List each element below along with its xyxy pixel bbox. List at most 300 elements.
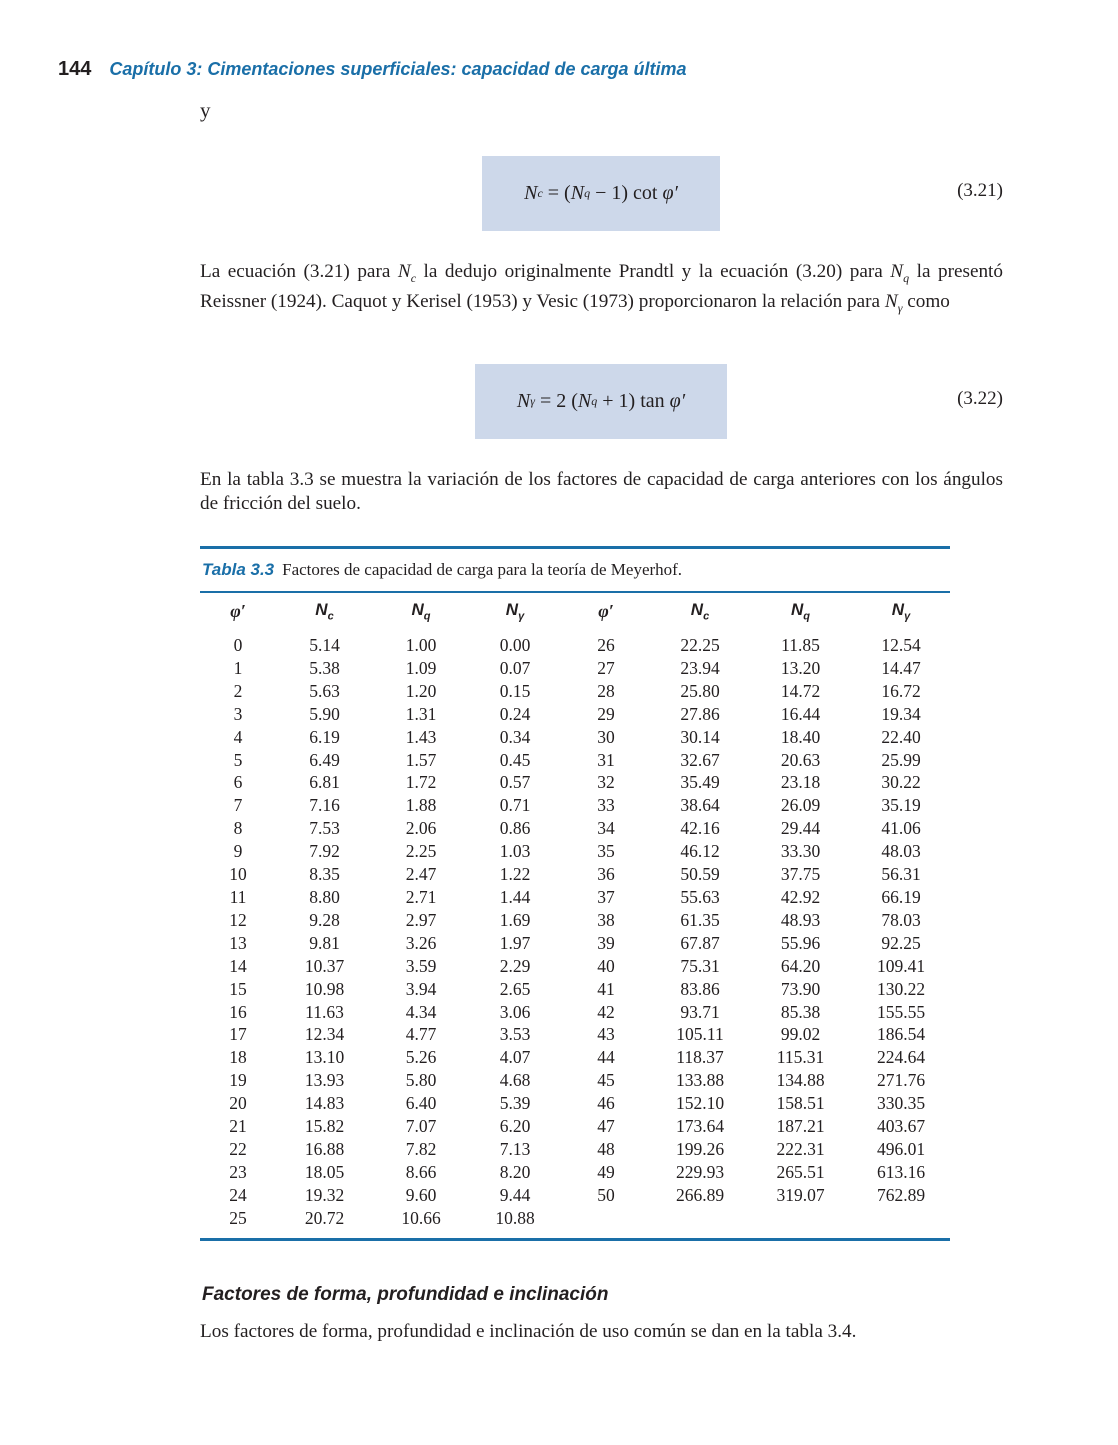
table-cell: 10.88	[495, 1207, 535, 1228]
table-cell: 22.25	[680, 635, 720, 655]
table-cell: 5.26	[405, 1047, 437, 1068]
table-cell: 15	[229, 978, 247, 999]
table-caption	[200, 549, 950, 591]
table-cell: 41	[597, 978, 615, 999]
table-bottom-rule	[200, 1238, 950, 1241]
table-cell: 1.22	[499, 864, 531, 885]
table-cell: 2	[233, 680, 243, 701]
table-cell: 15.82	[304, 1116, 345, 1137]
eq2-n: N	[577, 390, 592, 412]
table-cell: 41.06	[881, 818, 921, 839]
table-row	[200, 1207, 950, 1238]
equation-number-3-21: (3.21)	[957, 180, 1003, 201]
table-cell: 118.37	[676, 1047, 724, 1068]
table-cell: 12.54	[881, 635, 921, 655]
table-cell: 403.67	[876, 1116, 926, 1137]
table-cell	[561, 1207, 651, 1238]
equation-3-21	[482, 156, 720, 231]
table-cell: 173.64	[675, 1116, 725, 1137]
table-cell: 48.93	[780, 909, 821, 930]
table-row	[200, 1001, 950, 1024]
table-cell: 5	[233, 749, 243, 770]
table-cell: 2.25	[405, 841, 437, 862]
table-cell: 115.31	[776, 1047, 825, 1068]
table-cell: 199.26	[675, 1138, 725, 1159]
table-cell: 1.20	[405, 680, 437, 701]
column-header-subscript: c	[703, 610, 710, 623]
table-cell: 25.80	[680, 680, 720, 701]
table-cell: 38.64	[680, 795, 720, 816]
table-cell: 30.22	[881, 772, 921, 793]
table-cell: 99.02	[780, 1024, 821, 1045]
eq2-operator: +	[602, 390, 614, 412]
table-cell: 265.51	[776, 1161, 825, 1182]
table-cell: 23.18	[780, 772, 821, 793]
table-cell: 5.80	[405, 1070, 437, 1091]
column-header-symbol: N	[411, 600, 424, 620]
p1-symbol-nc: N	[397, 261, 411, 282]
p1-symbol-nq: N	[890, 261, 904, 282]
table-cell: 0.86	[499, 818, 531, 839]
table-cell: 16.88	[304, 1138, 345, 1159]
table-label: Tabla 3.3	[202, 560, 275, 579]
table-row	[200, 1069, 950, 1092]
table-row	[200, 749, 950, 772]
eq1-close: )	[621, 182, 629, 204]
table-cell: 6.19	[309, 726, 340, 747]
p1-symbol-nq-sub: q	[903, 270, 910, 285]
eq1-open: (	[564, 182, 571, 204]
table-row	[200, 909, 950, 932]
column-header	[200, 593, 276, 630]
table-cell: 5.38	[309, 657, 340, 678]
table-cell: 7.07	[405, 1116, 437, 1137]
paragraph-2: En la tabla 3.3 se muestra la variación de los factores de capacidad de carga anteriores con los ángulos de fricción del suelo.	[200, 469, 1003, 514]
table-cell: 12.34	[304, 1024, 345, 1045]
table-cell: 3.26	[405, 932, 437, 953]
intro-word: y	[200, 98, 211, 122]
table-cell: 27	[597, 657, 615, 678]
eq2-func: tan	[640, 390, 665, 412]
table-cell: 44	[597, 1047, 615, 1068]
table-cell: 10	[229, 864, 247, 885]
eq2-n-sub: q	[591, 394, 598, 408]
page-number: 144	[58, 58, 92, 80]
table-cell: 25.99	[881, 749, 921, 770]
table-cell: 0	[233, 635, 243, 655]
table-cell: 4.77	[405, 1024, 437, 1045]
column-header	[469, 593, 561, 630]
p1-symbol-nc-sub: c	[410, 270, 417, 285]
table-cell: 16.72	[881, 680, 921, 701]
table-cell: 158.51	[776, 1093, 825, 1114]
table-cell: 3.59	[405, 955, 437, 976]
table-row	[200, 680, 950, 703]
table-cell: 2.29	[499, 955, 531, 976]
table-cell: 28	[597, 680, 615, 701]
table-cell: 49	[597, 1161, 615, 1182]
eq2-open: (	[571, 390, 578, 412]
table-cell: 47	[597, 1116, 615, 1137]
table-cell: 8.20	[499, 1161, 531, 1182]
column-header	[651, 593, 749, 630]
table-cell: 13	[229, 932, 247, 953]
table-row	[200, 1023, 950, 1046]
table-cell: 9.44	[499, 1184, 531, 1205]
p1-symbol-ngamma-sub: γ	[897, 301, 903, 316]
table-cell: 8.80	[309, 886, 340, 907]
table-cell: 43	[597, 1024, 615, 1045]
table-row	[200, 1092, 950, 1115]
bearing-capacity-table	[200, 593, 950, 1238]
table-cell: 50	[597, 1184, 615, 1205]
table-row	[200, 1184, 950, 1207]
table-cell: 13.10	[304, 1047, 345, 1068]
table-cell: 1.44	[499, 886, 531, 907]
table-cell: 8.35	[309, 864, 340, 885]
table-cell: 11.85	[781, 635, 820, 655]
table-cell: 23.94	[680, 657, 720, 678]
table-row	[200, 886, 950, 909]
table-cell: 42	[597, 1001, 615, 1022]
table-cell: 42.16	[680, 818, 720, 839]
equation-number-3-22: (3.22)	[957, 388, 1003, 409]
table-cell: 67.87	[680, 932, 720, 953]
table-cell: 20.63	[780, 749, 821, 770]
table-cell: 187.21	[776, 1116, 825, 1137]
column-header-subscript: c	[327, 610, 334, 623]
table-cell: 133.88	[675, 1070, 725, 1091]
table-cell: 18.05	[304, 1161, 345, 1182]
table-cell: 92.25	[881, 932, 921, 953]
table-cell: 2.06	[405, 818, 437, 839]
table-cell: 7.13	[499, 1138, 531, 1159]
table-cell	[852, 1207, 950, 1238]
table-cell: 55.96	[780, 932, 821, 953]
table-cell: 16.44	[780, 703, 821, 724]
eq2-coef: 2	[556, 390, 567, 412]
table-cell: 39	[597, 932, 615, 953]
table-row	[200, 1138, 950, 1161]
table-cell: 78.03	[881, 909, 921, 930]
table-cell: 29.44	[780, 818, 821, 839]
table-cell: 105.11	[676, 1024, 724, 1045]
table-cell: 46	[597, 1093, 615, 1114]
table-cell: 32.67	[680, 749, 720, 770]
table-cell: 4.34	[405, 1001, 437, 1022]
table-cell: 37	[597, 886, 615, 907]
table-cell: 16	[229, 1001, 247, 1022]
table-cell: 8	[233, 818, 243, 839]
equation-3-22	[475, 364, 727, 439]
table-cell: 9	[233, 841, 243, 862]
eq2-equals: =	[539, 390, 552, 412]
table-cell: 25	[229, 1207, 247, 1228]
table-cell: 33	[597, 795, 615, 816]
table-cell: 6.40	[405, 1093, 437, 1114]
table-cell: 2.97	[405, 909, 437, 930]
table-cell: 9.81	[309, 932, 340, 953]
table-cell: 45	[597, 1070, 615, 1091]
table-cell: 19.32	[304, 1184, 345, 1205]
table-header-row	[200, 593, 950, 630]
table-row	[200, 817, 950, 840]
table-cell: 11	[229, 886, 247, 907]
table-cell: 0.34	[499, 726, 531, 747]
table-cell: 1.69	[499, 909, 531, 930]
table-cell: 0.15	[499, 680, 531, 701]
table-cell: 83.86	[680, 978, 720, 999]
table-cell: 7	[233, 795, 243, 816]
table-cell: 1.00	[405, 635, 437, 655]
table-body	[200, 630, 950, 1238]
eq2-one: 1	[618, 390, 629, 412]
table-row	[200, 1115, 950, 1138]
table-cell: 5.90	[309, 703, 340, 724]
eq1-equals: =	[547, 182, 560, 204]
table-cell: 55.63	[680, 886, 720, 907]
table-cell: 7.82	[405, 1138, 437, 1159]
table-cell: 13.93	[304, 1070, 345, 1091]
table-cell: 5.63	[309, 680, 340, 701]
eq1-n-sub: q	[584, 186, 591, 200]
table-cell: 155.55	[876, 1001, 926, 1022]
table-cell: 22.40	[881, 726, 921, 747]
table-cell: 6.20	[499, 1116, 531, 1137]
table-row	[200, 657, 950, 680]
table-cell: 18	[229, 1047, 247, 1068]
table-cell: 271.76	[876, 1070, 926, 1091]
table-row	[200, 1161, 950, 1184]
eq1-lhs-sub: c	[537, 186, 543, 200]
table-cell: 29	[597, 703, 615, 724]
table-cell: 20	[229, 1093, 247, 1114]
table-cell: 10.98	[304, 978, 345, 999]
table-row	[200, 932, 950, 955]
table-cell: 762.89	[876, 1184, 926, 1205]
p1-symbol-ngamma: N	[884, 291, 898, 313]
table-cell: 266.89	[675, 1184, 725, 1205]
table-cell: 48.03	[881, 841, 921, 862]
table-cell: 14.72	[780, 680, 821, 701]
table-cell	[651, 1207, 749, 1238]
eq1-operator: −	[595, 182, 607, 204]
table-cell: 85.38	[780, 1001, 821, 1022]
table-cell: 6.49	[309, 749, 340, 770]
table-cell: 12	[229, 909, 247, 930]
table-cell: 5.39	[499, 1093, 531, 1114]
table-cell	[749, 1207, 852, 1238]
table-cell: 75.31	[680, 955, 720, 976]
table-cell: 6	[233, 772, 243, 793]
table-row	[200, 955, 950, 978]
table-cell: 48	[597, 1138, 615, 1159]
table-cell: 0.00	[499, 635, 531, 655]
table-cell: 1.72	[405, 772, 437, 793]
table-cell: 224.64	[876, 1047, 926, 1068]
table-cell: 9.60	[405, 1184, 437, 1205]
table-cell: 18.40	[780, 726, 821, 747]
table-cell: 23	[229, 1161, 247, 1182]
column-header	[276, 593, 373, 630]
table-cell: 21	[229, 1116, 247, 1137]
table-cell: 33.30	[780, 841, 821, 862]
table-caption-text: Factores de capacidad de carga para la teoría de Meyerhof.	[282, 560, 683, 579]
table-cell: 32	[597, 772, 615, 793]
table-cell: 66.19	[881, 886, 921, 907]
column-header	[373, 593, 469, 630]
column-header-symbol: N	[315, 600, 328, 620]
table-cell: 4.68	[499, 1070, 531, 1091]
table-cell: 1.88	[405, 795, 437, 816]
table-cell: 613.16	[876, 1161, 926, 1182]
table-cell: 30	[597, 726, 615, 747]
table-cell: 35	[597, 841, 615, 862]
table-cell: 19	[229, 1070, 247, 1091]
eq1-phi: φ′	[662, 182, 678, 204]
table-cell: 1.31	[405, 703, 437, 724]
table-row	[200, 863, 950, 886]
eq2-phi: φ′	[669, 390, 686, 412]
table-cell: 0.71	[499, 795, 531, 816]
table-cell: 14.47	[881, 657, 921, 678]
table-header	[200, 593, 950, 630]
table-cell: 229.93	[675, 1161, 725, 1182]
table-cell: 319.07	[776, 1184, 825, 1205]
table-cell: 26	[597, 635, 615, 655]
table-cell: 152.10	[675, 1093, 725, 1114]
section-heading: Factores de forma, profundidad e inclinación	[202, 1284, 609, 1305]
table-cell: 30.14	[680, 726, 720, 747]
table-cell: 24	[229, 1184, 247, 1205]
table-cell: 0.07	[499, 657, 531, 678]
table-cell: 130.22	[876, 978, 926, 999]
table-cell: 17	[229, 1024, 247, 1045]
table-row	[200, 1046, 950, 1069]
p1-text-1: La ecuación (3.21) para	[200, 261, 398, 282]
table-row	[200, 630, 950, 657]
table-cell: 496.01	[876, 1138, 926, 1159]
p1-text-4: como	[902, 291, 950, 313]
table-cell: 9.28	[309, 909, 340, 930]
table-row	[200, 978, 950, 1001]
table-cell: 61.35	[680, 909, 720, 930]
column-header-subscript: γ	[518, 610, 525, 623]
table-cell: 109.41	[876, 955, 926, 976]
table-cell: 0.24	[499, 703, 531, 724]
table-cell: 10.66	[401, 1207, 441, 1228]
table-cell: 2.47	[405, 864, 437, 885]
table-row	[200, 794, 950, 817]
table-cell: 35.49	[680, 772, 720, 793]
column-header-symbol: N	[790, 600, 804, 620]
table-cell: 40	[597, 955, 615, 976]
table-cell: 22	[229, 1138, 247, 1159]
table-row	[200, 703, 950, 726]
table-cell: 0.45	[499, 749, 531, 770]
paragraph-3: Los factores de forma, profundidad e inclinación de uso común se dan en la tabla 3.4.	[200, 1321, 857, 1342]
table-cell: 34	[597, 818, 615, 839]
table-cell: 4.07	[499, 1047, 531, 1068]
table-cell: 14	[229, 955, 247, 976]
table-cell: 1.57	[405, 749, 437, 770]
table-cell: 0.57	[499, 772, 531, 793]
eq1-lhs: N	[524, 182, 538, 204]
table-cell: 1.43	[405, 726, 437, 747]
column-header-subscript: q	[803, 610, 810, 623]
table-cell: 38	[597, 909, 615, 930]
column-header-subscript: γ	[904, 610, 911, 623]
table-cell: 186.54	[876, 1024, 926, 1045]
table-cell: 1.09	[405, 657, 437, 678]
table-cell: 27.86	[680, 703, 720, 724]
table-cell: 50.59	[680, 864, 720, 885]
p1-text-3: la presentó Reissner (1924). Caquot y Kerisel (1953) y Vesic (1973) proporcionaron la relación para	[200, 261, 1003, 313]
table-cell: 19.34	[881, 703, 921, 724]
table-cell: 46.12	[680, 841, 720, 862]
eq2-lhs-sub: γ	[530, 394, 535, 408]
paragraph-1	[200, 260, 1003, 321]
eq1-one: 1	[611, 182, 622, 204]
table-cell: 26.09	[780, 795, 821, 816]
table-3-3	[200, 546, 950, 1241]
column-header-symbol: N	[891, 600, 905, 620]
table-cell: 37.75	[780, 864, 821, 885]
eq2-lhs: N	[516, 390, 531, 412]
table-cell: 6.81	[309, 772, 340, 793]
eq1-n: N	[570, 182, 585, 204]
table-cell: 1.03	[499, 841, 531, 862]
eq1-func: cot	[633, 182, 658, 204]
table-cell: 1.97	[499, 932, 531, 953]
table-cell: 64.20	[780, 955, 821, 976]
table-cell: 222.31	[776, 1138, 825, 1159]
table-cell: 13.20	[780, 657, 821, 678]
column-header-symbol: N	[690, 600, 704, 620]
table-cell: 20.72	[304, 1207, 345, 1228]
table-cell: 134.88	[776, 1070, 825, 1091]
column-header	[561, 593, 651, 630]
table-row	[200, 840, 950, 863]
table-cell: 42.92	[780, 886, 821, 907]
table-cell: 10.37	[304, 955, 345, 976]
table-cell: 31	[597, 749, 615, 770]
table-cell: 56.31	[881, 864, 921, 885]
table-cell: 35.19	[881, 795, 921, 816]
column-header-symbol: φ′	[598, 601, 614, 621]
table-cell: 3.06	[499, 1001, 531, 1022]
table-cell: 73.90	[780, 978, 821, 999]
table-cell: 2.65	[499, 978, 531, 999]
column-header	[852, 593, 950, 630]
eq2-close: )	[628, 390, 636, 412]
table-cell: 330.35	[876, 1093, 926, 1114]
table-cell: 5.14	[309, 635, 340, 655]
table-cell: 3.53	[499, 1024, 531, 1045]
table-cell: 11.63	[305, 1001, 344, 1022]
table-cell: 2.71	[405, 886, 437, 907]
table-cell: 1	[233, 657, 243, 678]
table-cell: 3	[233, 703, 243, 724]
table-cell: 8.66	[405, 1161, 437, 1182]
table-cell: 4	[233, 726, 243, 747]
column-header-symbol: φ′	[230, 601, 246, 621]
table-cell: 3.94	[405, 978, 437, 999]
table-row	[200, 726, 950, 749]
chapter-title: Capítulo 3: Cimentaciones superficiales: capacidad de carga última	[109, 59, 687, 79]
table-cell: 7.92	[309, 841, 340, 862]
p1-text-2: la dedujo originalmente Prandtl y la ecuación (3.20) para	[416, 261, 891, 282]
